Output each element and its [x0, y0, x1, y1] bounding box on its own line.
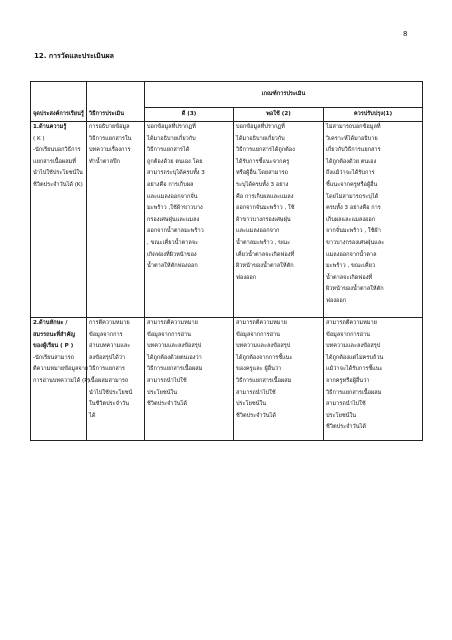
header-good: ดี (3): [145, 108, 234, 122]
table-row: [31, 122, 423, 318]
cell-text-line: น้ำตาลมะพร้าว , ขณะ: [236, 239, 291, 246]
cell-text-line: วิธีการแยกสาร: [89, 366, 125, 373]
cell-text-line: -นักเรียนสามารถ: [33, 354, 75, 361]
cell-text-line: ของครูและ ผู้อื่นว่า: [236, 366, 282, 373]
cell-text-line: กรองเศษฝุ่นและแมลง: [147, 216, 200, 223]
cell-text-line: ขาวบางกรองเศษฝุ่นและ: [326, 239, 385, 246]
cell-text-line: วิธีการแยกสารเนื้อผสม: [236, 377, 292, 384]
cell-text-line: น้ำตาลจะเกิดฟองที่: [326, 274, 373, 281]
cell-text-line: ประโยชน์ใน: [236, 401, 267, 408]
cell-text-line: ชี้แนะจากครูหรือผู้อื่น: [326, 181, 378, 188]
method-cell: [87, 318, 145, 441]
cell-text-line: วิธีการแยกสารได้: [147, 147, 190, 154]
section-title: 12. การวัดและประเมินผล: [34, 52, 114, 60]
objective-title-line3: ของผู้เรียน ( P ): [33, 343, 74, 350]
fair-criteria-cell: [234, 318, 324, 441]
cell-text-line: ไม่สามารถบอกข้อมูลที่: [326, 124, 381, 130]
cell-text-line: มะพร้าว ,ใช้ผ้าขาวบาง: [147, 205, 203, 212]
cell-text-line: ได้: [89, 412, 96, 419]
cell-text-line: ข้อมูลจากการอ่าน: [236, 331, 280, 338]
cell-text-line: บทความและลงข้อสรุป: [147, 343, 202, 350]
cell-text-line: สามารถนำไปใช้: [326, 401, 366, 408]
cell-text-line: วิธีการแยกสารได้ถูกต้อง: [236, 147, 295, 154]
cell-text-line: ชีวิตประจำวันได้: [326, 424, 366, 431]
cell-text-line: เนื้อผสมสามารถ: [89, 377, 129, 384]
cell-text-line: บทความเรื่องการ: [89, 147, 131, 154]
cell-text-line: ตีความหมายข้อมูลจาก: [33, 366, 89, 373]
table-row: [31, 318, 423, 441]
cell-text-line: สามารถตีความหมาย: [236, 320, 287, 326]
cell-text-line: ได้มาอธิบายเกี่ยวกับ: [147, 135, 196, 142]
cell-text-line: ได้ถูกต้องด้วย ตนเอง: [326, 158, 377, 165]
page-number: 8: [403, 30, 408, 38]
method-cell: [87, 122, 145, 318]
cell-text-line: ฟองออก: [236, 274, 257, 281]
cell-text-line: แม้ว่าจะได้รับการชี้แนะ: [326, 366, 383, 373]
cell-text-line: โดยไม่สามารถระบุได้: [326, 193, 379, 200]
cell-text-line: ในชีวิตประจำวัน: [89, 401, 130, 408]
cell-text-line: อ่านบทความและ: [89, 343, 131, 350]
cell-text-line: สามารถนำไปใช้: [147, 377, 187, 384]
cell-text-line: น้ำตาลให้ตักฟองออก: [147, 263, 198, 270]
cell-text-line: สามารถนำไปใช้: [236, 389, 276, 396]
cell-text-line: ออกจากน้ำตาลมะพร้าว: [147, 228, 204, 235]
header-method: วิธีการประเมิน: [87, 82, 145, 122]
cell-text-line: วิธีการแยกสารเนื้อผสม: [147, 366, 203, 373]
cell-text-line: ออกจากจั่นมะพร้าว , ใช้: [236, 205, 295, 212]
cell-text-line: และแมลงออกจาก: [236, 228, 280, 235]
objective-title: 1.ด้านความรู้: [33, 124, 67, 130]
cell-text-line: ( K ): [33, 135, 45, 142]
cell-text-line: ชีวิตประจำวันได้: [147, 401, 187, 408]
cell-text-line: จากจั่นมะพร้าว , ใช้ผ้า: [326, 228, 381, 235]
cell-text-line: การตีความหมาย: [89, 320, 130, 326]
cell-text-line: จากครูหรือผู้อื่นว่า: [326, 377, 370, 384]
cell-text-line: ลงข้อสรุปได้ว่า: [89, 354, 126, 361]
cell-text-line: สามารถตีความหมาย: [326, 320, 377, 326]
cell-text-line: , ขณะเคี่ยวน้ำตาลจะ: [147, 239, 199, 246]
cell-text-line: นำไปใช้ประโยชน์: [89, 389, 133, 396]
objective-title: 2.ด้านทักษะ /: [33, 320, 68, 326]
cell-text-line: ได้มาอธิบายเกี่ยวกับ: [236, 135, 285, 142]
cell-text-line: หรือผู้อื่น โดยสามารถ: [236, 170, 288, 177]
cell-text-line: ผิวหน้าของน้ำตาลให้ตัก: [236, 263, 294, 270]
header-objective: จุดประสงค์การเรียนรู้: [31, 82, 87, 122]
cell-text-line: ข้อมูลจากการอ่าน: [147, 331, 191, 338]
improve-criteria-cell: [324, 318, 423, 441]
cell-text-line: เกี่ยวกับวิธีการแยกสาร: [326, 147, 381, 154]
cell-text-line: อย่างคือ การเก็บผล: [147, 181, 194, 188]
header-criteria-group: เกณฑ์การประเมิน: [145, 82, 423, 108]
cell-text-line: ได้ถูกต้องจากการชี้แนะ: [236, 354, 293, 361]
cell-text-line: ทำน้ำตาลปึก: [89, 158, 120, 165]
cell-text-line: และแมลงออกจากจั่น: [147, 193, 198, 200]
cell-text-line: คือ การเก็บผลและแมลง: [236, 193, 294, 200]
cell-text-line: ผ้าขาวบางกรองเศษฝุ่น: [236, 216, 291, 223]
cell-text-line: ฟองออก: [326, 297, 347, 304]
cell-text-line: ผิวหน้าของน้ำตาลให้ตัก: [326, 286, 384, 293]
objective-title-line2: สมรรถนะที่สำคัญ: [33, 331, 76, 338]
cell-text-line: วิเคราะห์ได้มาอธิบาย: [326, 135, 378, 142]
cell-text-line: ประโยชน์ใน: [326, 412, 357, 419]
cell-text-line: แยกสารเนื้อผสมที่: [33, 158, 76, 165]
cell-text-line: บอกข้อมูลที่ปรากฏที่: [147, 124, 196, 130]
objective-cell: [31, 318, 90, 441]
good-criteria-cell: [145, 122, 234, 318]
cell-text-line: แมลงออกจากน้ำตาล: [326, 251, 377, 258]
header-fair: พอใช้ (2): [234, 108, 324, 122]
cell-text-line: วิธีการแยกสารใน: [89, 135, 132, 142]
cell-text-line: เก็บผลและแมลงออก: [326, 216, 376, 223]
cell-text-line: ครบทั้ง 3 อย่างคือ การ: [326, 205, 381, 212]
cell-text-line: เกิดฟองที่ผิวหน้าของ: [147, 251, 197, 258]
cell-text-line: มะพร้าว , ขณะเคี่ยว: [326, 263, 376, 270]
cell-text-line: ถึงแม้ว่าจะได้รับการ: [326, 170, 375, 177]
cell-text-line: ชีวิตประจำวันได้: [236, 412, 276, 419]
cell-text-line: ข้อมูลจากการอ่าน: [326, 331, 370, 338]
cell-text-line: ได้ถูกต้องแต่ไม่ครบถ้วน: [326, 354, 384, 361]
header-improve: ควรปรับปรุง(1): [324, 108, 423, 122]
cell-text-line: ได้ถูกต้องด้วยตนเองว่า: [147, 354, 202, 361]
cell-text-line: ได้รับการชี้แนะจากครู: [236, 158, 290, 165]
cell-text-line: ข้อมูลจากการ: [89, 331, 123, 338]
objective-cell: [31, 122, 87, 318]
cell-text-line: -นักเรียนบอกวิธีการ: [33, 147, 81, 154]
cell-text-line: สามารถระบุได้ครบทั้ง 3: [147, 170, 205, 177]
assessment-rubric-table: [30, 81, 423, 441]
cell-text-line: บทความและลงข้อสรุป: [326, 343, 381, 350]
fair-criteria-cell: [234, 122, 324, 318]
cell-text-line: ประโยชน์ใน: [147, 389, 178, 396]
cell-text-line: ถูกต้องด้วย ตนเอง โดย: [147, 158, 203, 165]
cell-text-line: วิธีการแยกสารเนื้อผสม: [326, 389, 382, 396]
cell-text-line: ระบุได้ครบทั้ง 3 อย่าง: [236, 181, 289, 188]
cell-text-line: สามารถตีความหมาย: [147, 320, 198, 326]
good-criteria-cell: [145, 318, 234, 441]
cell-text-line: เคี่ยวน้ำตาลจะเกิดฟองที่: [236, 251, 295, 258]
cell-text-line: บอกข้อมูลที่ปรากฏที่: [236, 124, 285, 130]
cell-text-line: นำไปใช้ประโยชน์ใน: [33, 170, 83, 177]
improve-criteria-cell: [324, 122, 423, 318]
cell-text-line: ชีวิตประจำวันได้ (K): [33, 181, 83, 188]
cell-text-line: การอ่านบทความได้ (P): [33, 377, 90, 384]
cell-text-line: การอธิบายข้อมูล: [89, 124, 130, 130]
cell-text-line: บทความและลงข้อสรุป: [236, 343, 291, 350]
